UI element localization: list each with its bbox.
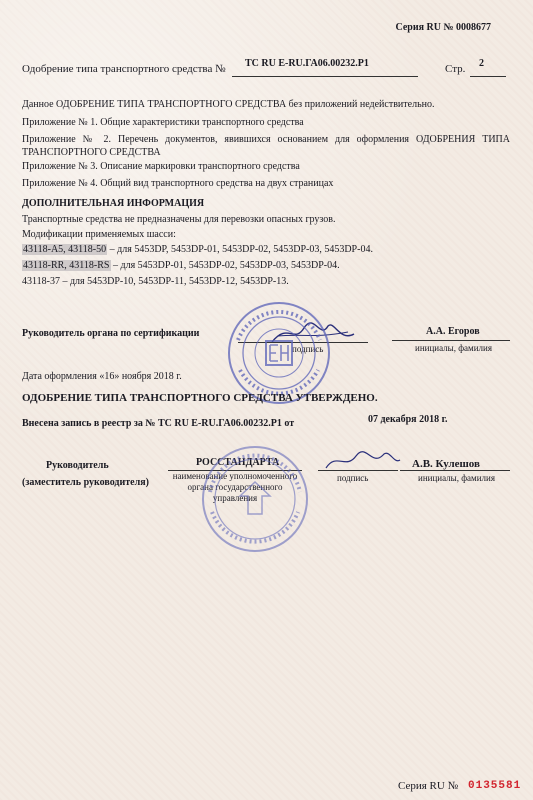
modification-1 [22,244,373,255]
footer-series-label: Серия RU № [398,780,459,792]
certification-name-line [392,340,510,341]
registry-text: Внесена запись в реестр за № ТС RU E-RU.ГА06.00232.Р1 от [22,418,295,429]
issue-date: Дата оформления «16» ноября 2018 г. [22,371,182,382]
certification-head-label: Руководитель органа по сертификации [22,328,200,339]
attachment-3: Приложение № 3. Описание маркировки транспортного средства [22,161,300,172]
registry-date: 07 декабря 2018 г. [368,414,448,425]
page-number-underline [470,76,506,77]
authority-signature-mark [322,446,402,476]
footer-series-number: 0135581 [468,780,522,792]
certification-name-caption: инициалы, фамилия [415,343,492,353]
authority-org-caption: наименование уполномоченного органа государственного управления [172,471,298,503]
authority-org-name: РОССТАНДАРТА [196,457,280,468]
approval-label: Одобрение типа транспортного средства № [22,63,226,75]
authority-signature-caption: подпись [337,473,369,483]
approval-number: ТС RU E-RU.ГА06.00232.Р1 [245,58,369,69]
modification-2 [22,260,340,271]
authority-head-line-1: Руководитель [46,460,109,471]
authority-name-line [400,470,510,471]
additional-line-1: Транспортные средства не предназначены для перевозки опасных грузов. [22,214,336,225]
authority-seal-icon [200,444,310,554]
attachment-1: Приложение № 1. Общие характеристики транспортного средства [22,117,304,128]
approval-number-underline [232,76,418,77]
modification-2-models: 43118-RR, 43118-RS [23,260,110,271]
modification-2-rest: – для 5453DP-01, 5453DP-02, 5453DP-03, 5453DP-04. [110,260,340,271]
authority-name-caption: инициалы, фамилия [418,473,495,483]
additional-line-2: Модификации применяемых шасси: [22,229,176,240]
validity-note: Данное ОДОБРЕНИЕ ТИПА ТРАНСПОРТНОГО СРЕДСТВА без приложений недействительно. [22,99,435,110]
modification-1-rest: – для 5453DP, 5453DP-01, 5453DP-02, 5453DP-03, 5453DP-04. [107,244,373,255]
attachment-4: Приложение № 4. Общий вид транспортного средства на двух страницах [22,178,334,189]
modification-1-models: 43118-А5, 43118-50 [23,244,107,255]
approved-statement: ОДОБРЕНИЕ ТИПА ТРАНСПОРТНОГО СРЕДСТВА УТВЕРЖДЕНО. [22,392,378,404]
authority-head-line-2: (заместитель руководителя) [22,477,149,488]
series-top: Серия RU № 0008677 [395,22,491,33]
certification-name: А.А. Егоров [426,326,480,337]
authority-name: А.В. Кулешов [412,458,480,470]
certification-signature-caption: подпись [292,344,324,354]
page-number: 2 [479,58,484,69]
certification-seal-icon [226,300,332,406]
page-label: Стр. [445,63,466,75]
modification-3: 43118-37 – для 5453DP-10, 5453DP-11, 5453DP-12, 5453DP-13. [22,276,289,287]
additional-title: ДОПОЛНИТЕЛЬНАЯ ИНФОРМАЦИЯ [22,198,205,209]
attachment-2: Приложение № 2. Перечень документов, явившихся основанием для оформления ОДОБРЕНИЯ ТИПА ТРАНСПОРТНОГО СРЕДСТВА [22,134,510,158]
